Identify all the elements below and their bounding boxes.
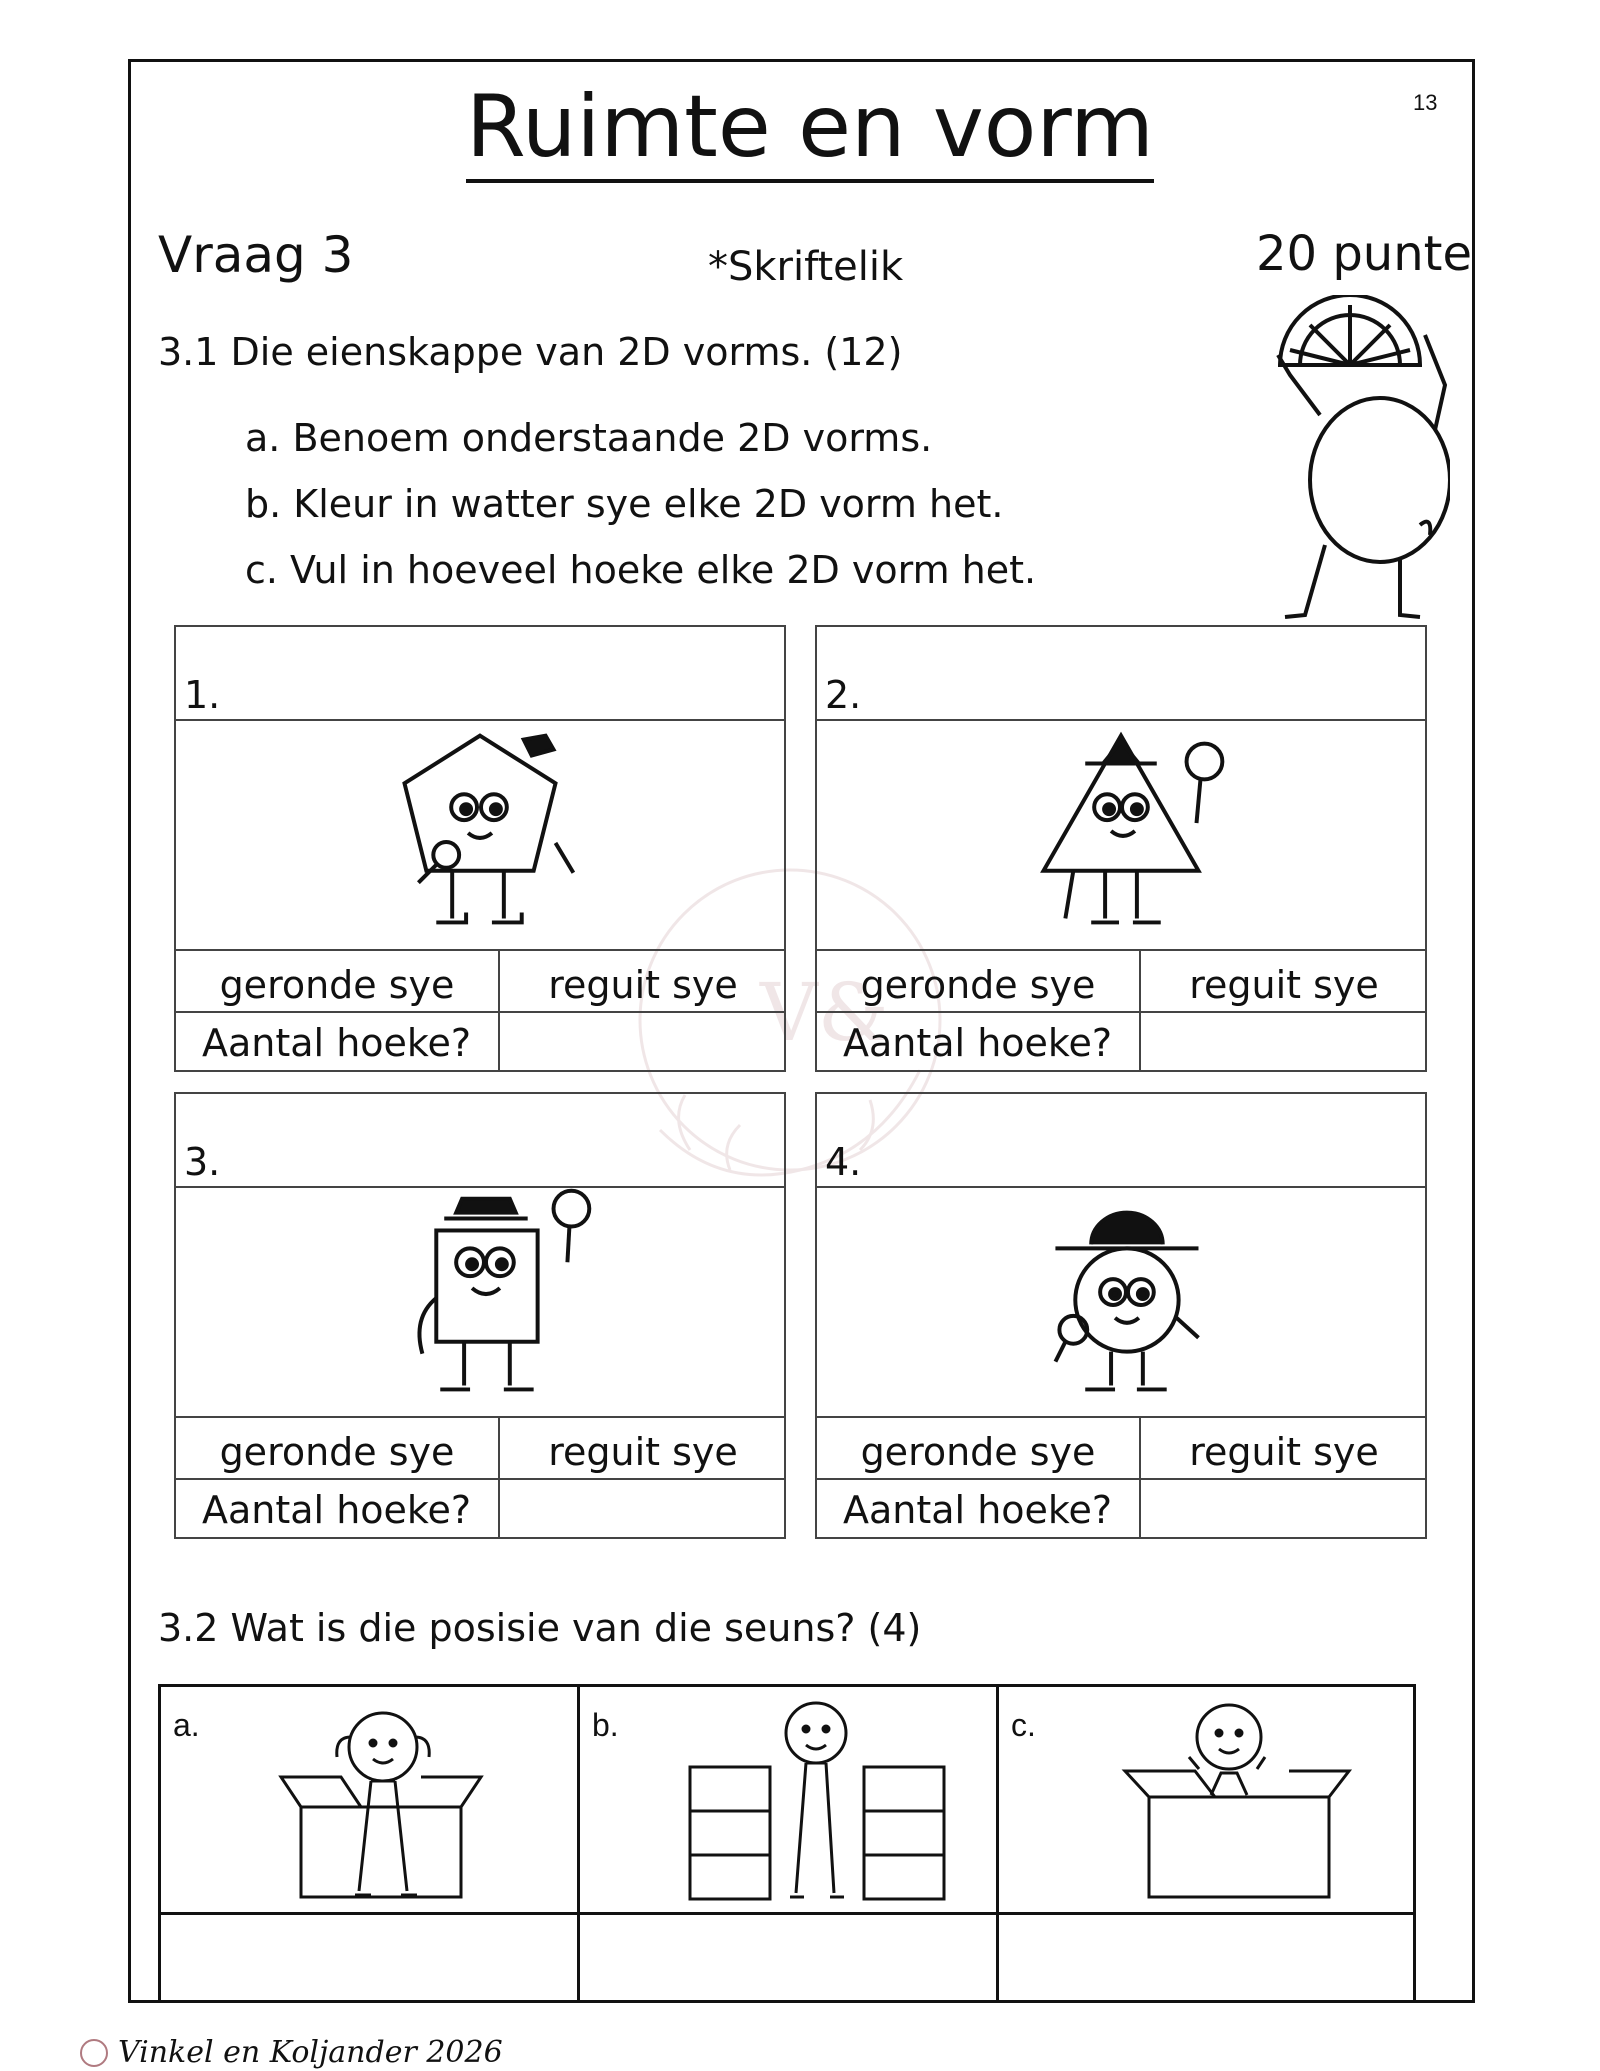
rounded-sides-option[interactable]: geronde sye xyxy=(219,1430,455,1474)
page-title-text: Ruimte en vorm xyxy=(466,77,1154,183)
boy-inside-box-icon xyxy=(999,1687,1418,1912)
shape-card-4 xyxy=(815,1092,1427,1539)
question-mode: *Skriftelik xyxy=(708,244,904,290)
section-3-1-heading: 3.1 Die eienskappe van 2D vorms. (12) xyxy=(158,330,903,374)
card-name-row[interactable] xyxy=(176,627,784,721)
instruction-c: c. Vul in hoeveel hoeke elke 2D vorm het. xyxy=(245,548,1037,592)
boy-between-boxes-icon xyxy=(580,1687,999,1912)
pentagon-character-icon xyxy=(176,721,784,949)
cell-letter: b. xyxy=(592,1707,619,1743)
straight-sides-option[interactable]: reguit sye xyxy=(1189,963,1379,1007)
question-points: 20 punte xyxy=(1256,226,1472,282)
circle-character-icon xyxy=(817,1188,1425,1416)
position-cell-a xyxy=(161,1687,580,2000)
svg-text:V&: V& xyxy=(760,966,889,1059)
circle-mascot-icon xyxy=(1250,295,1450,625)
shape-card-3 xyxy=(174,1092,786,1539)
corners-question: Aantal hoeke? xyxy=(843,1021,1113,1065)
card-number: 3. xyxy=(184,1140,221,1184)
square-character-icon xyxy=(176,1188,784,1416)
card-number: 1. xyxy=(184,673,221,717)
table-divider xyxy=(577,1687,580,2000)
sides-row xyxy=(176,1416,784,1478)
straight-sides-option[interactable]: reguit sye xyxy=(1189,1430,1379,1474)
corners-question: Aantal hoeke? xyxy=(843,1488,1113,1532)
page-number: 13 xyxy=(1413,90,1438,115)
corners-question: Aantal hoeke? xyxy=(202,1021,472,1065)
corners-question: Aantal hoeke? xyxy=(202,1488,472,1532)
card-name-row[interactable] xyxy=(176,1094,784,1188)
corners-row xyxy=(817,1478,1425,1539)
card-divider xyxy=(1139,1416,1141,1539)
corners-row xyxy=(817,1011,1425,1072)
table-divider xyxy=(996,1687,999,2000)
triangle-character-icon xyxy=(817,721,1425,949)
card-divider xyxy=(498,949,500,1072)
rounded-sides-option[interactable]: geronde sye xyxy=(860,963,1096,1007)
sides-row xyxy=(817,949,1425,1011)
card-picture xyxy=(817,1188,1425,1416)
rounded-sides-option[interactable]: geronde sye xyxy=(860,1430,1096,1474)
corners-row xyxy=(176,1011,784,1072)
shape-card-1 xyxy=(174,625,786,1072)
corners-row xyxy=(176,1478,784,1539)
shape-card-2 xyxy=(815,625,1427,1072)
child-in-front-of-box-icon xyxy=(161,1687,580,1912)
card-divider xyxy=(1139,949,1141,1072)
sides-row xyxy=(817,1416,1425,1478)
footer-logo-icon xyxy=(78,2037,110,2069)
position-cell-c xyxy=(999,1687,1418,2000)
question-label: Vraag 3 xyxy=(158,226,354,284)
page-title xyxy=(400,72,1220,182)
cell-letter: a. xyxy=(173,1707,200,1743)
card-picture xyxy=(817,721,1425,949)
sides-row xyxy=(176,949,784,1011)
card-picture xyxy=(176,1188,784,1416)
answer-row-divider xyxy=(161,1912,1413,1915)
straight-sides-option[interactable]: reguit sye xyxy=(548,963,738,1007)
card-number: 2. xyxy=(825,673,862,717)
instruction-a: a. Benoem onderstaande 2D vorms. xyxy=(245,416,933,460)
cell-letter: c. xyxy=(1011,1707,1036,1743)
position-cell-b xyxy=(580,1687,999,2000)
card-name-row[interactable] xyxy=(817,1094,1425,1188)
rounded-sides-option[interactable]: geronde sye xyxy=(219,963,455,1007)
card-picture xyxy=(176,721,784,949)
card-name-row[interactable] xyxy=(817,627,1425,721)
card-divider xyxy=(498,1416,500,1539)
footer-credit: Vinkel en Koljander 2026 xyxy=(118,2035,503,2070)
instruction-b: b. Kleur in watter sye elke 2D vorm het. xyxy=(245,482,1004,526)
straight-sides-option[interactable]: reguit sye xyxy=(548,1430,738,1474)
card-number: 4. xyxy=(825,1140,862,1184)
section-3-2-heading: 3.2 Wat is die posisie van die seuns? (4) xyxy=(158,1606,922,1650)
position-table xyxy=(158,1684,1416,2003)
